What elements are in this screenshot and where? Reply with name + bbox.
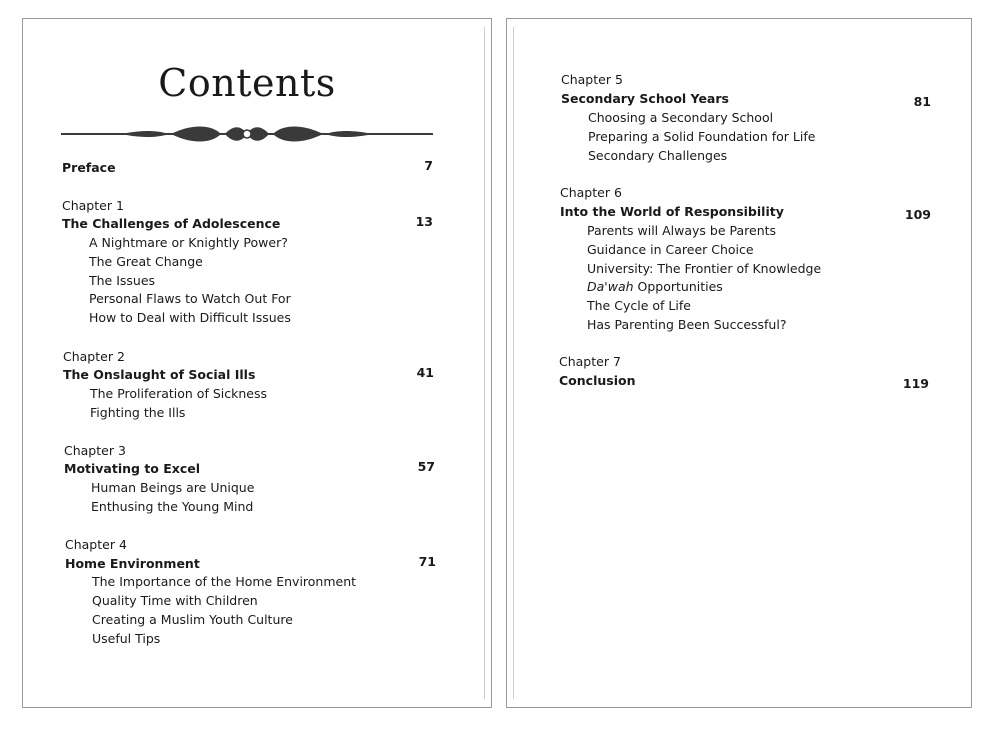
chapter-1-section[interactable]: The Issues (89, 273, 156, 288)
chapter-4-title[interactable]: Home Environment (65, 556, 200, 571)
chapter-7-title[interactable]: Conclusion (559, 373, 636, 388)
chapter-4-section[interactable]: The Importance of the Home Environment (92, 574, 357, 589)
decorative-divider-icon (61, 119, 433, 149)
page-spine (484, 27, 485, 699)
chapter-1-section[interactable]: Personal Flaws to Watch Out For (89, 291, 291, 306)
chapter-7-page-number: 119 (902, 376, 929, 391)
chapter-2-title[interactable]: The Onslaught of Social Ills (63, 367, 256, 382)
chapter-6-section[interactable]: Has Parenting Been Successful? (587, 317, 787, 332)
chapter-4-section[interactable]: Quality Time with Children (92, 593, 258, 608)
chapter-2-label: Chapter 2 (63, 349, 125, 364)
contents-title: Contents (158, 61, 336, 105)
chapter-6-section[interactable]: University: The Frontier of Knowledge (587, 261, 822, 276)
chapter-5-title[interactable]: Secondary School Years (561, 91, 729, 106)
chapter-5-label: Chapter 5 (561, 72, 623, 87)
chapter-3-section[interactable]: Human Beings are Unique (91, 480, 255, 495)
right-page (506, 18, 972, 708)
chapter-2-page-number: 41 (416, 365, 434, 380)
chapter-6-page-number: 109 (904, 207, 931, 222)
left-page (22, 18, 492, 708)
chapter-3-section[interactable]: Enthusing the Young Mind (91, 499, 254, 514)
chapter-5-section[interactable]: Secondary Challenges (588, 148, 728, 163)
chapter-3-label: Chapter 3 (64, 443, 126, 458)
chapter-5-section[interactable]: Preparing a Solid Foundation for Life (588, 129, 816, 144)
chapter-4-label: Chapter 4 (65, 537, 127, 552)
chapter-1-page-number: 13 (415, 214, 433, 229)
chapter-2-section[interactable]: The Proliferation of Sickness (90, 386, 267, 401)
chapter-4-page-number: 71 (418, 554, 436, 569)
preface-page-number: 7 (424, 158, 433, 173)
chapter-4-section[interactable]: Useful Tips (92, 631, 161, 646)
chapter-4-section[interactable]: Creating a Muslim Youth Culture (92, 612, 293, 627)
chapter-3-title[interactable]: Motivating to Excel (64, 461, 201, 476)
chapter-6-section[interactable]: Guidance in Career Choice (587, 242, 754, 257)
chapter-1-title[interactable]: The Challenges of Adolescence (62, 216, 281, 231)
chapter-6-title[interactable]: Into the World of Responsibility (560, 204, 784, 219)
chapter-6-section[interactable]: The Cycle of Life (587, 298, 691, 313)
chapter-1-section[interactable]: How to Deal with Difficult Issues (89, 310, 291, 325)
chapter-5-page-number: 81 (913, 94, 931, 109)
chapter-1-label: Chapter 1 (62, 198, 124, 213)
preface-title[interactable]: Preface (62, 160, 116, 175)
chapter-3-page-number: 57 (417, 459, 435, 474)
chapter-2-section[interactable]: Fighting the Ills (90, 405, 186, 420)
chapter-6-label: Chapter 6 (560, 185, 622, 200)
chapter-6-section[interactable]: Parents will Always be Parents (587, 223, 777, 238)
chapter-5-section[interactable]: Choosing a Secondary School (588, 110, 774, 125)
page-spine (513, 27, 514, 699)
chapter-6-section[interactable]: Da'wah Opportunities (587, 279, 723, 294)
chapter-7-label: Chapter 7 (559, 354, 621, 369)
chapter-1-section[interactable]: The Great Change (89, 254, 203, 269)
chapter-1-section[interactable]: A Nightmare or Knightly Power? (89, 235, 288, 250)
